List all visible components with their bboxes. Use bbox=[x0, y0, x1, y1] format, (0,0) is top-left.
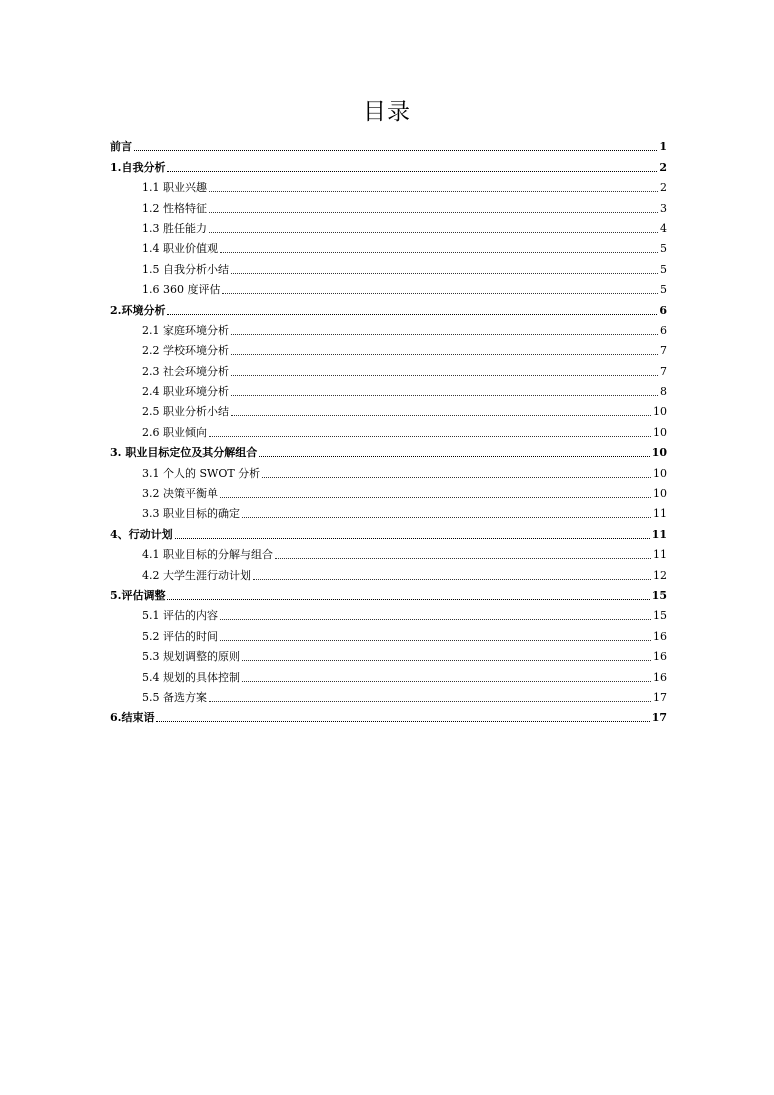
toc-page-number: 17 bbox=[653, 690, 667, 704]
toc-page-number: 7 bbox=[660, 364, 667, 378]
toc-dot-leader bbox=[222, 293, 658, 294]
toc-page-number: 6 bbox=[659, 303, 667, 317]
toc-entry-label: 6.结束语 bbox=[110, 711, 155, 725]
toc-section-entry[interactable] bbox=[110, 320, 667, 340]
toc-entry-label: 4.2 大学生涯行动计划 bbox=[142, 568, 251, 582]
toc-dot-leader bbox=[209, 212, 658, 213]
toc-dot-leader bbox=[231, 375, 658, 376]
toc-page-number: 15 bbox=[651, 588, 667, 602]
toc-dot-leader bbox=[209, 191, 658, 192]
toc-page-number: 5 bbox=[660, 242, 667, 256]
toc-dot-leader bbox=[231, 354, 658, 355]
toc-section-entry[interactable] bbox=[110, 687, 667, 707]
toc-entry-label: 5.2 评估的时间 bbox=[142, 629, 218, 643]
toc-chapter-entry[interactable] bbox=[110, 136, 667, 156]
toc-entry-label: 5.5 备选方案 bbox=[142, 690, 207, 704]
toc-dot-leader bbox=[231, 395, 658, 396]
toc-dot-leader bbox=[220, 497, 651, 498]
toc-entry-label: 2.1 家庭环境分析 bbox=[142, 323, 229, 337]
toc-entry-label: 1.3 胜任能力 bbox=[142, 221, 207, 235]
toc-section-entry[interactable] bbox=[110, 258, 667, 278]
toc-dot-leader bbox=[220, 619, 651, 620]
toc-section-entry[interactable] bbox=[110, 462, 667, 482]
page-title: 目录 bbox=[363, 99, 411, 125]
toc-dot-leader bbox=[259, 456, 649, 457]
toc-entry-label: 3. 职业目标定位及其分解组合 bbox=[110, 446, 258, 460]
toc-section-entry[interactable] bbox=[110, 197, 667, 217]
toc-entry-label: 1.4 职业价值观 bbox=[142, 242, 218, 256]
toc-dot-leader bbox=[156, 721, 649, 722]
toc-chapter-entry[interactable] bbox=[110, 442, 667, 462]
toc-chapter-entry[interactable] bbox=[110, 707, 667, 727]
toc-dot-leader bbox=[175, 538, 650, 539]
toc-section-entry[interactable] bbox=[110, 564, 667, 584]
toc-section-entry[interactable] bbox=[110, 401, 667, 421]
toc-entry-label: 4.1 职业目标的分解与组合 bbox=[142, 548, 273, 562]
toc-entry-label: 1.5 自我分析小结 bbox=[142, 262, 229, 276]
toc-section-entry[interactable] bbox=[110, 421, 667, 441]
toc-section-entry[interactable] bbox=[110, 666, 667, 686]
toc-page-number: 16 bbox=[653, 650, 667, 664]
toc-entry-label: 1.2 性格特征 bbox=[142, 201, 207, 215]
toc-section-entry[interactable] bbox=[110, 381, 667, 401]
toc-page-number: 5 bbox=[660, 283, 667, 297]
toc-section-entry[interactable] bbox=[110, 503, 667, 523]
toc-dot-leader bbox=[167, 314, 657, 315]
toc-dot-leader bbox=[242, 681, 651, 682]
toc-section-entry[interactable] bbox=[110, 544, 667, 564]
toc-page-number: 16 bbox=[653, 670, 667, 684]
toc-dot-leader bbox=[262, 477, 651, 478]
toc-page-number: 10 bbox=[653, 487, 667, 501]
toc-page-number: 10 bbox=[651, 446, 667, 460]
toc-page-number: 5 bbox=[660, 262, 667, 276]
toc-section-entry[interactable] bbox=[110, 340, 667, 360]
toc-entry-label: 2.环境分析 bbox=[110, 303, 166, 317]
toc-entry-label: 5.4 规划的具体控制 bbox=[142, 670, 240, 684]
toc-page-number: 11 bbox=[653, 548, 667, 562]
toc-dot-leader bbox=[275, 558, 651, 559]
toc-page-number: 8 bbox=[660, 385, 667, 399]
toc-entry-label: 1.1 职业兴趣 bbox=[142, 181, 207, 195]
toc-dot-leader bbox=[220, 640, 651, 641]
toc-section-entry[interactable] bbox=[110, 483, 667, 503]
toc-section-entry[interactable] bbox=[110, 625, 667, 645]
toc-dot-leader bbox=[253, 579, 651, 580]
toc-section-entry[interactable] bbox=[110, 238, 667, 258]
toc-section-entry[interactable] bbox=[110, 218, 667, 238]
toc-page-number: 11 bbox=[653, 507, 667, 521]
toc-page-number: 12 bbox=[653, 568, 667, 582]
toc-page-number: 7 bbox=[660, 344, 667, 358]
toc-entry-label: 5.评估调整 bbox=[110, 588, 166, 602]
toc-entry-label: 3.3 职业目标的确定 bbox=[142, 507, 240, 521]
toc-page-number: 10 bbox=[653, 405, 667, 419]
toc-page-number: 2 bbox=[660, 181, 667, 195]
toc-dot-leader bbox=[167, 599, 649, 600]
toc-entry-label: 4、行动计划 bbox=[110, 527, 173, 541]
toc-entry-label: 2.6 职业倾向 bbox=[142, 425, 207, 439]
toc-page-number: 17 bbox=[651, 711, 667, 725]
toc-entry-label: 3.2 决策平衡单 bbox=[142, 487, 218, 501]
toc-chapter-entry[interactable] bbox=[110, 523, 667, 543]
toc-page-number: 4 bbox=[660, 221, 667, 235]
toc-entry-label: 3.1 个人的 SWOT 分析 bbox=[142, 466, 261, 480]
toc-dot-leader bbox=[134, 150, 657, 151]
toc-dot-leader bbox=[209, 436, 651, 437]
toc-dot-leader bbox=[231, 273, 658, 274]
toc-dot-leader bbox=[242, 517, 651, 518]
toc-entry-label: 2.4 职业环境分析 bbox=[142, 385, 229, 399]
toc-page-number: 11 bbox=[651, 527, 667, 541]
toc-chapter-entry[interactable] bbox=[110, 156, 667, 176]
toc-page-number: 2 bbox=[659, 160, 667, 174]
toc-page-number: 6 bbox=[660, 323, 667, 337]
toc-section-entry[interactable] bbox=[110, 279, 667, 299]
toc-entry-label: 5.1 评估的内容 bbox=[142, 609, 218, 623]
toc-dot-leader bbox=[220, 252, 658, 253]
toc-section-entry[interactable] bbox=[110, 646, 667, 666]
toc-section-entry[interactable] bbox=[110, 177, 667, 197]
toc-entry-label: 2.3 社会环境分析 bbox=[142, 364, 229, 378]
toc-page-number: 10 bbox=[653, 466, 667, 480]
toc-entry-label: 2.2 学校环境分析 bbox=[142, 344, 229, 358]
toc-entry-label: 1.自我分析 bbox=[110, 160, 166, 174]
toc-dot-leader bbox=[231, 415, 651, 416]
toc-section-entry[interactable] bbox=[110, 605, 667, 625]
toc-section-entry[interactable] bbox=[110, 360, 667, 380]
toc-dot-leader bbox=[167, 171, 657, 172]
toc-entry-label: 前言 bbox=[110, 140, 132, 154]
toc-page-number: 16 bbox=[653, 629, 667, 643]
toc-chapter-entry[interactable] bbox=[110, 299, 667, 319]
toc-entry-label: 5.3 规划调整的原则 bbox=[142, 650, 240, 664]
toc-dot-leader bbox=[209, 701, 651, 702]
toc-dot-leader bbox=[242, 660, 651, 661]
toc-page-number: 3 bbox=[660, 201, 667, 215]
toc-dot-leader bbox=[231, 334, 658, 335]
toc-page-number: 15 bbox=[653, 609, 667, 623]
toc-dot-leader bbox=[209, 232, 658, 233]
toc-entry-label: 1.6 360 度评估 bbox=[142, 283, 221, 297]
table-of-contents bbox=[110, 136, 667, 727]
toc-entry-label: 2.5 职业分析小结 bbox=[142, 405, 229, 419]
toc-page-number: 1 bbox=[659, 140, 667, 154]
toc-page-number: 10 bbox=[653, 425, 667, 439]
toc-chapter-entry[interactable] bbox=[110, 585, 667, 605]
